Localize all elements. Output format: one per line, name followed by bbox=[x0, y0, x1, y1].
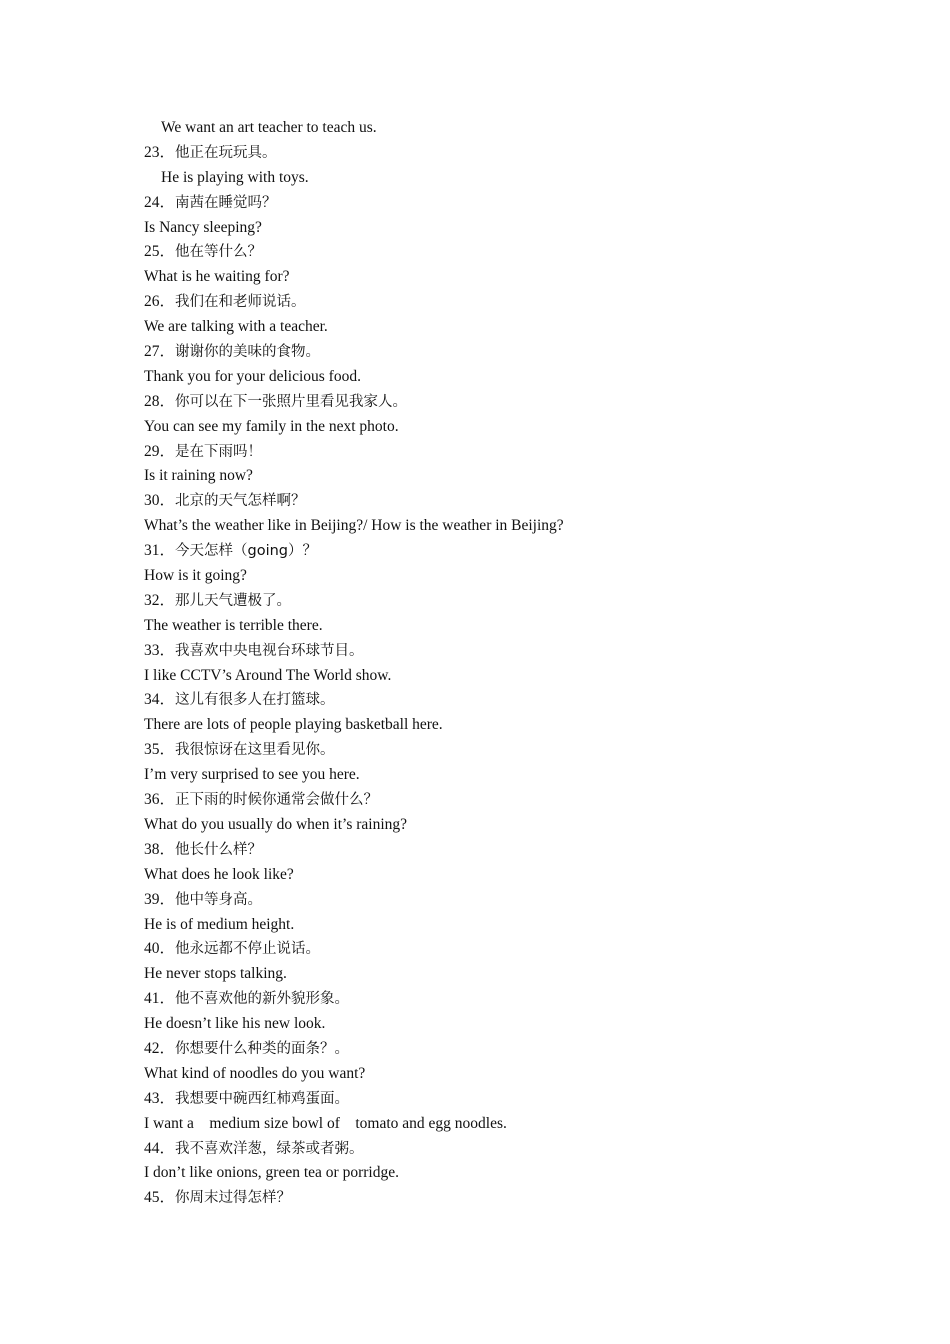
english-translation-line bbox=[144, 813, 864, 838]
chinese-sentence: 他不喜欢他的新外貌形象。 bbox=[175, 991, 350, 1008]
english-sentence: Is Nancy sleeping? bbox=[144, 218, 262, 236]
english-translation-line bbox=[144, 315, 864, 340]
english-sentence: We want an art teacher to teach us. bbox=[161, 119, 377, 136]
english-sentence: He is playing with toys. bbox=[161, 168, 309, 186]
chinese-sentence: 你想要什么种类的面条？。 bbox=[175, 1040, 350, 1057]
chinese-sentence: 我喜欢中央电视台环球节目。 bbox=[175, 642, 364, 659]
english-sentence: I like CCTV’s Around The World show. bbox=[144, 666, 392, 684]
item-number: 42． bbox=[144, 1039, 176, 1057]
item-number: 41． bbox=[144, 990, 176, 1008]
chinese-sentence: 你周末过得怎样？ bbox=[175, 1190, 292, 1207]
english-translation-line bbox=[144, 763, 864, 788]
english-sentence: How is it going? bbox=[144, 567, 247, 585]
item-number: 39． bbox=[144, 890, 176, 908]
english-sentence: He is of medium height. bbox=[144, 915, 295, 933]
chinese-sentence: 他正在玩玩具。 bbox=[175, 144, 277, 161]
chinese-sentence: 他中等身高。 bbox=[175, 891, 263, 908]
chinese-sentence: 他永远都不停止说话。 bbox=[175, 941, 321, 958]
english-sentence: Is it raining now? bbox=[144, 467, 253, 485]
chinese-sentence: 今天怎样（going）？ bbox=[175, 543, 318, 560]
item-number: 44． bbox=[144, 1139, 176, 1157]
english-sentence: We are talking with a teacher. bbox=[144, 318, 328, 336]
chinese-prompt-line bbox=[144, 290, 864, 315]
english-translation-line bbox=[144, 863, 864, 888]
item-number: 24． bbox=[144, 193, 176, 211]
chinese-prompt-line bbox=[144, 240, 864, 265]
item-number: 23． bbox=[144, 143, 176, 161]
chinese-prompt-line bbox=[144, 1037, 864, 1062]
english-sentence: What does he look like? bbox=[144, 865, 294, 883]
item-number: 28． bbox=[144, 392, 176, 410]
chinese-sentence: 南茜在睡觉吗？ bbox=[175, 194, 277, 211]
english-translation-line bbox=[144, 265, 864, 290]
item-number: 35． bbox=[144, 741, 176, 759]
english-translation-line bbox=[144, 1062, 864, 1087]
english-sentence: You can see my family in the next photo. bbox=[144, 417, 399, 435]
english-sentence: There are lots of people playing basketball here. bbox=[144, 716, 443, 734]
english-sentence: What is he waiting for? bbox=[144, 268, 290, 286]
chinese-prompt-line bbox=[144, 440, 864, 465]
chinese-prompt-line bbox=[144, 141, 864, 166]
english-translation-line bbox=[144, 116, 864, 141]
item-number: 27． bbox=[144, 343, 176, 361]
chinese-prompt-line bbox=[144, 1137, 864, 1162]
chinese-prompt-line bbox=[144, 838, 864, 863]
english-sentence: I don’t like onions, green tea or porridge. bbox=[144, 1164, 399, 1182]
item-number: 31． bbox=[144, 542, 176, 560]
chinese-prompt-line bbox=[144, 539, 864, 564]
chinese-prompt-line bbox=[144, 639, 864, 664]
english-translation-line bbox=[144, 664, 864, 689]
chinese-prompt-line bbox=[144, 788, 864, 813]
english-sentence: He doesn’t like his new look. bbox=[144, 1015, 326, 1033]
chinese-sentence: 北京的天气怎样啊？ bbox=[175, 493, 306, 510]
item-number: 34． bbox=[144, 691, 176, 709]
chinese-prompt-line bbox=[144, 390, 864, 415]
chinese-prompt-line bbox=[144, 688, 864, 713]
item-number: 29． bbox=[144, 442, 176, 460]
chinese-prompt-line bbox=[144, 987, 864, 1012]
english-sentence: What do you usually do when it’s raining? bbox=[144, 815, 408, 833]
english-translation-line bbox=[144, 564, 864, 589]
chinese-sentence: 他在等什么？ bbox=[175, 244, 263, 261]
english-translation-line bbox=[144, 464, 864, 489]
chinese-prompt-line bbox=[144, 589, 864, 614]
chinese-sentence: 谢谢你的美味的食物。 bbox=[175, 344, 321, 361]
english-translation-line bbox=[144, 1161, 864, 1186]
chinese-prompt-line bbox=[144, 1186, 864, 1211]
english-translation-line bbox=[144, 365, 864, 390]
english-sentence: What kind of noodles do you want? bbox=[144, 1064, 366, 1082]
english-sentence: What’s the weather like in Beijing?/ How is the weather in Beijing? bbox=[144, 517, 564, 535]
english-sentence: He never stops talking. bbox=[144, 965, 287, 983]
english-translation-line bbox=[144, 514, 864, 539]
chinese-sentence: 我很惊讶在这里看见你。 bbox=[175, 742, 335, 759]
english-translation-line bbox=[144, 216, 864, 241]
english-translation-line bbox=[144, 614, 864, 639]
chinese-prompt-line bbox=[144, 489, 864, 514]
item-number: 38． bbox=[144, 840, 176, 858]
item-number: 45． bbox=[144, 1189, 176, 1207]
item-number: 33． bbox=[144, 641, 176, 659]
english-sentence: The weather is terrible there. bbox=[144, 616, 323, 634]
item-number: 36． bbox=[144, 791, 176, 809]
item-number: 32． bbox=[144, 591, 176, 609]
item-number: 26． bbox=[144, 293, 176, 311]
chinese-prompt-line bbox=[144, 1087, 864, 1112]
chinese-prompt-line bbox=[144, 888, 864, 913]
item-number: 30． bbox=[144, 492, 176, 510]
english-translation-line bbox=[144, 713, 864, 738]
item-number: 25． bbox=[144, 243, 176, 261]
english-translation-line bbox=[144, 1112, 864, 1137]
item-number: 43． bbox=[144, 1089, 176, 1107]
chinese-sentence: 他长什么样？ bbox=[175, 841, 263, 858]
english-translation-line bbox=[144, 1012, 864, 1037]
chinese-sentence: 正下雨的时候你通常会做什么？ bbox=[175, 792, 379, 809]
item-number: 40． bbox=[144, 940, 176, 958]
chinese-sentence: 你可以在下一张照片里看见我家人。 bbox=[175, 393, 408, 410]
english-sentence: I’m very surprised to see you here. bbox=[144, 766, 360, 784]
english-translation-line bbox=[144, 415, 864, 440]
chinese-prompt-line bbox=[144, 937, 864, 962]
translation-list bbox=[144, 116, 864, 1211]
chinese-sentence: 这儿有很多人在打篮球。 bbox=[175, 692, 335, 709]
english-sentence: I want a medium size bowl of tomato and egg noodles. bbox=[144, 1114, 507, 1132]
english-sentence: Thank you for your delicious food. bbox=[144, 367, 361, 385]
english-translation-line bbox=[144, 913, 864, 938]
chinese-sentence: 那儿天气遭极了。 bbox=[175, 592, 292, 609]
chinese-sentence: 我想要中碗西红柿鸡蛋面。 bbox=[175, 1090, 350, 1107]
english-translation-line bbox=[144, 962, 864, 987]
chinese-sentence: 我们在和老师说话。 bbox=[175, 294, 306, 311]
chinese-sentence: 我不喜欢洋葱，绿茶或者粥。 bbox=[175, 1140, 364, 1157]
chinese-prompt-line bbox=[144, 340, 864, 365]
chinese-sentence: 是在下雨吗！ bbox=[175, 443, 263, 460]
chinese-prompt-line bbox=[144, 738, 864, 763]
english-translation-line bbox=[144, 166, 864, 191]
chinese-prompt-line bbox=[144, 191, 864, 216]
